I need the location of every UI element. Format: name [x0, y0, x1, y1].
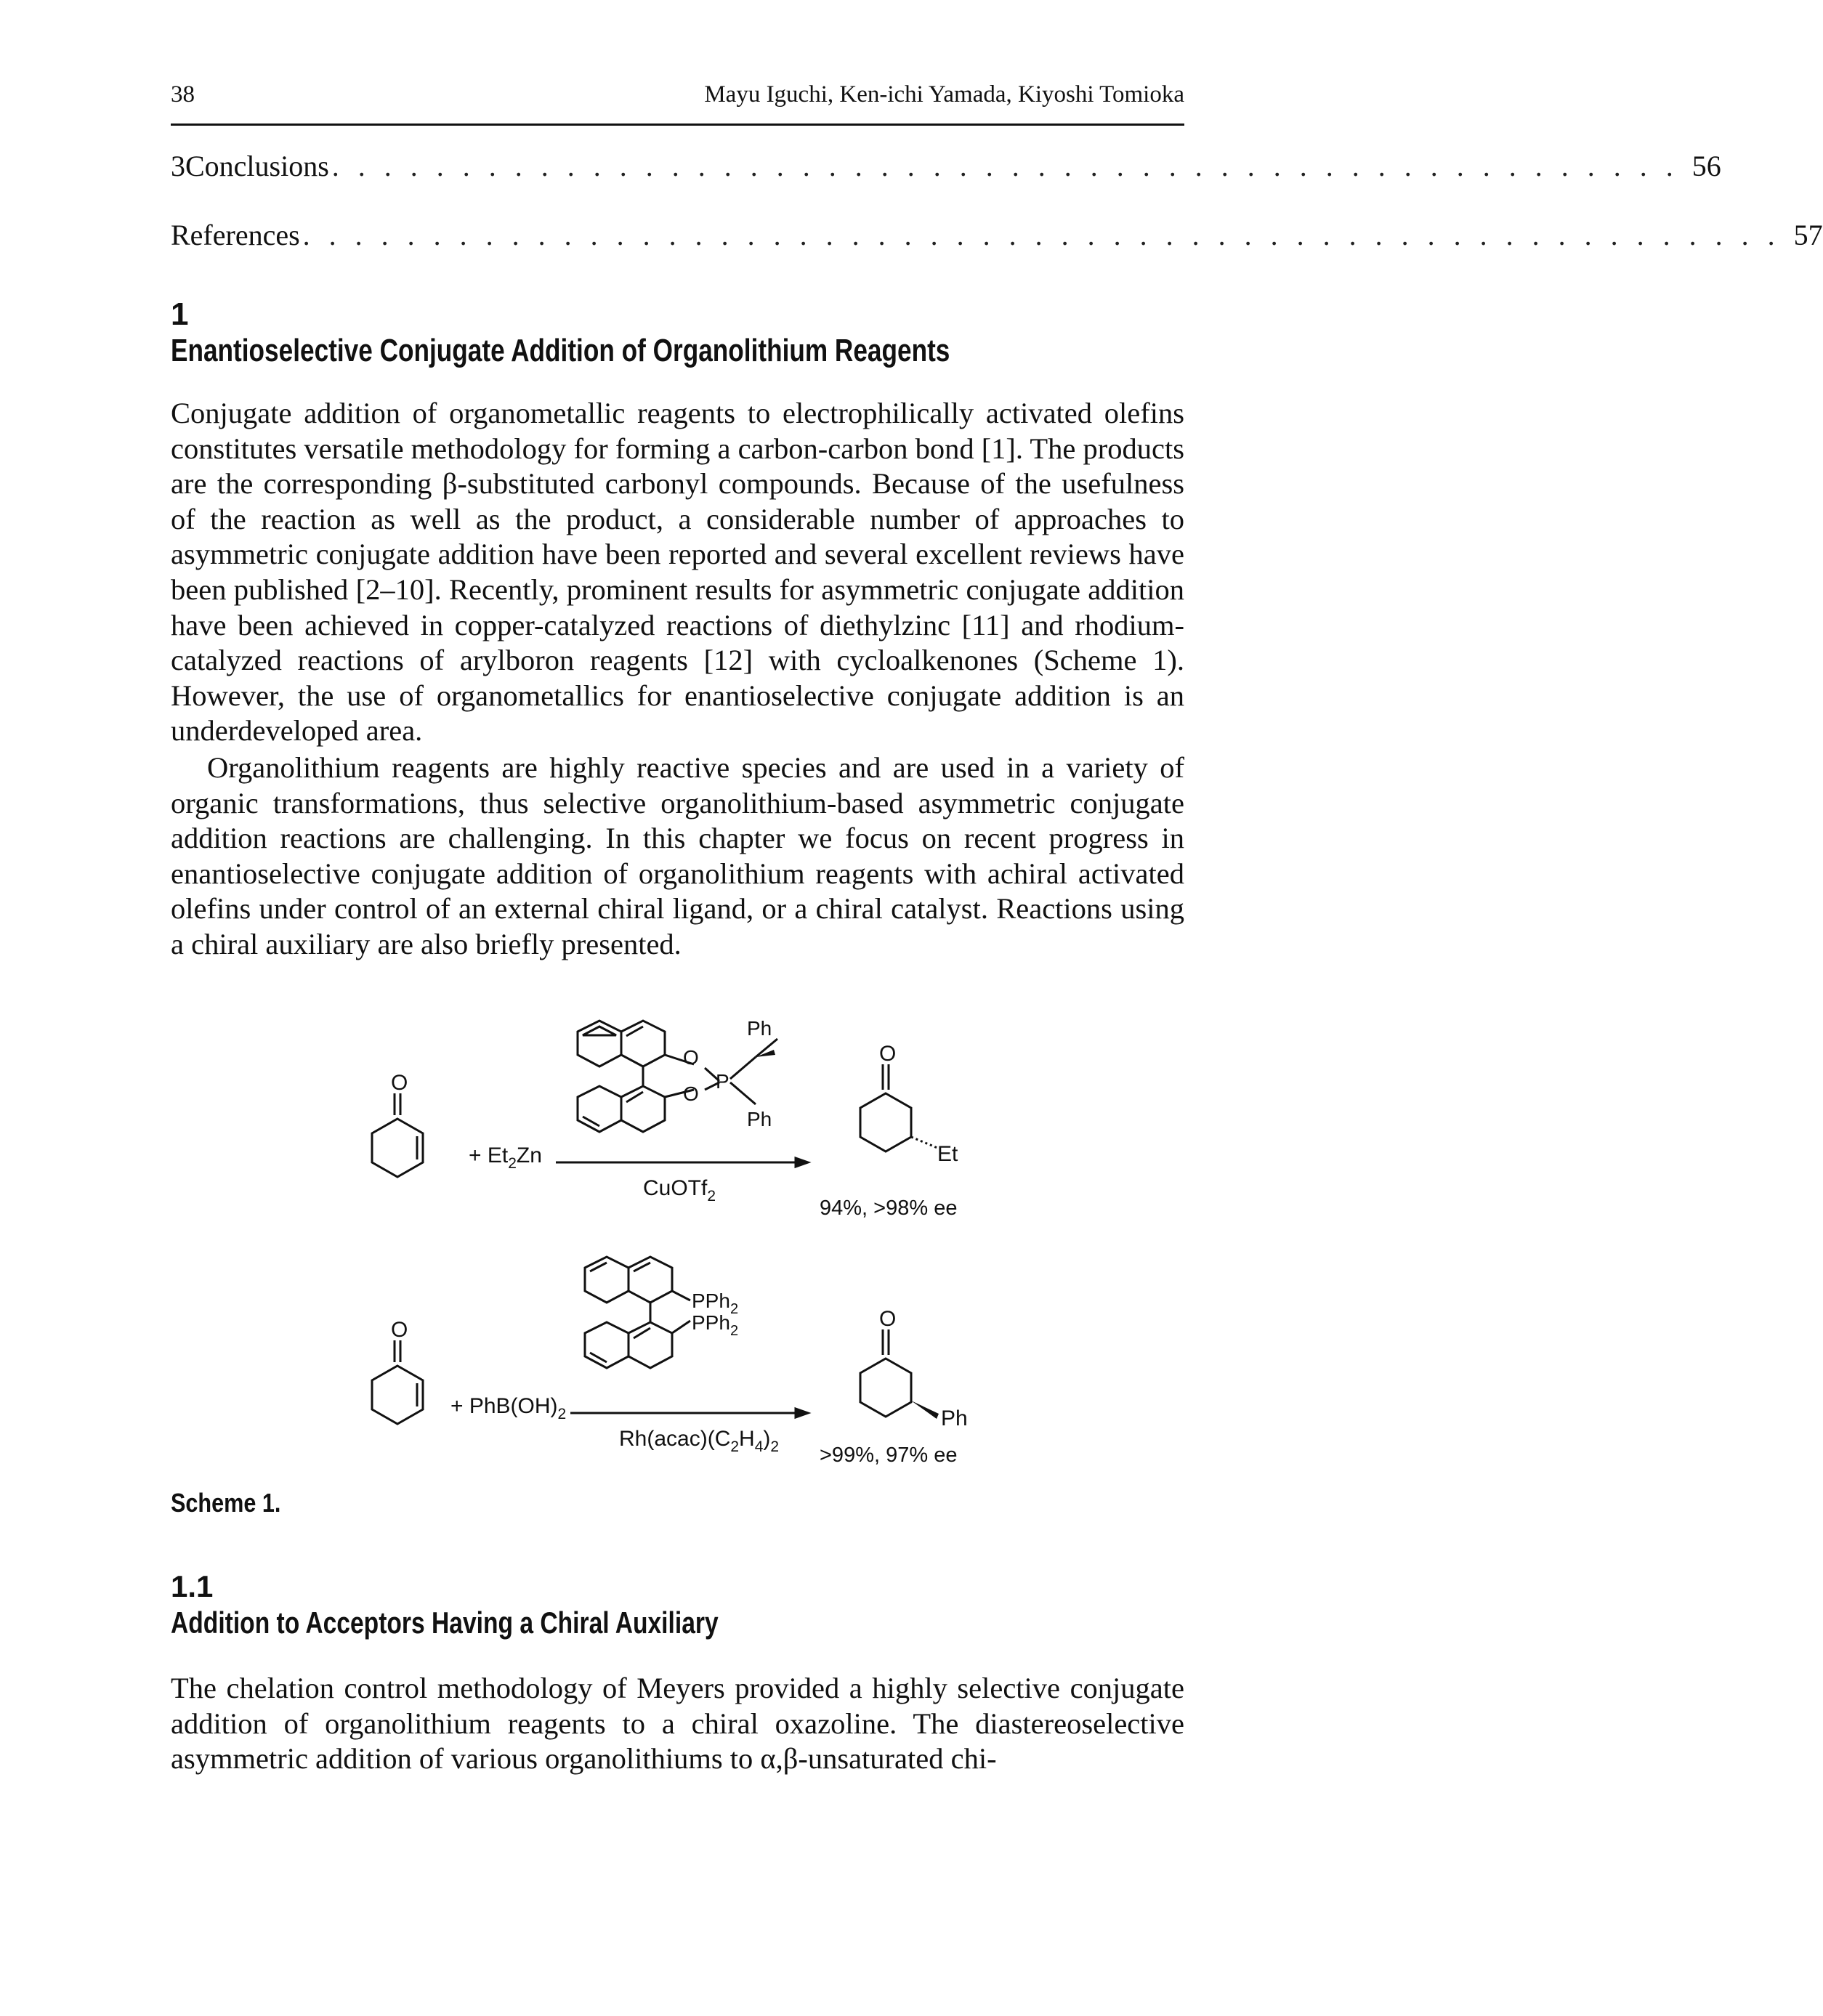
toc-entry-conclusions — [171, 149, 1721, 190]
toc-entry-page: 56 — [1691, 150, 1721, 182]
product-1-yield: 94%, >98% ee — [820, 1197, 958, 1220]
subsection-paragraph-1: The chelation control methodology of Meyers provided a highly selective conjugate addition of organolithium reagents to a chiral oxazoline. The diastereoselective asymmetric addition of various organolithiums to α,β-unsaturated chi- — [171, 1672, 1184, 1776]
ligand-phosphorus: P — [716, 1070, 729, 1093]
toc-entry-title: Conclusions — [185, 150, 329, 182]
ligand-pph2-top: PPh$_2$ — [692, 1290, 739, 1317]
wedge-bond — [911, 1401, 939, 1419]
section-paragraph-1: Conjugate addition of organometallic reagents to electrophilically activated olefins constitutes versatile methodology for forming a carbon-carbon bond [1]. The products are the corresponding β-substituted carbonyl compounds. Because of the usefulness of the reaction as well as the product, a considerable number of approaches to asymmetric conjugate addition have been reported and several excellent reviews have been published [2–10]. Recently, prominent results for asymmetric conjugate addition have been achieved in copper-catalyzed reactions of diethylzinc [11] and rhodium-catalyzed reactions of arylboron reagents [12] with cycloalkenones (Scheme 1). However, the use of organometallics for enantioselective conjugate addition is an underdeveloped area. — [171, 397, 1184, 748]
ligand-ph-bottom: Ph — [747, 1108, 772, 1130]
running-head-authors: Mayu Iguchi, Ken-ichi Yamada, Kiyoshi Tomioka — [704, 81, 1184, 108]
reagent-1: + $Et_2Zn$ — [469, 1143, 542, 1172]
scheme-1-figure — [320, 1010, 1046, 1518]
product-1-ring — [860, 1064, 937, 1151]
product-1-carbonyl-o: O — [879, 1042, 897, 1066]
section-number: 1 — [171, 296, 189, 332]
page-number: 38 — [171, 81, 195, 108]
subsection-number: 1.1 — [171, 1569, 214, 1603]
reactant-2-carbonyl-o: O — [391, 1318, 408, 1342]
product-1-group: Et — [937, 1142, 958, 1166]
subsection-title: Addition to Acceptors Having a Chiral Auxiliary — [171, 1606, 719, 1640]
toc-entry-references — [171, 218, 1823, 259]
ligand-pph2-bottom: PPh$_2$ — [692, 1311, 739, 1339]
ligand-ph-top: Ph — [747, 1017, 772, 1040]
toc-leader-dots: . . . . . . . . . . . . . . . . . . . . . . . . . . . . . . . . . . . . . . . . . . . . . . . . . . . . — [331, 150, 1679, 182]
catalyst-1: CuOTf$_2$ — [643, 1176, 716, 1205]
toc-entry-title: References — [171, 219, 300, 251]
cyclohexenone-2 — [372, 1340, 423, 1424]
toc-entry-page: 57 — [1793, 219, 1823, 251]
page-header — [171, 81, 1184, 126]
reactant-1-carbonyl-o: O — [391, 1071, 408, 1095]
scheme-1-drawing — [320, 1010, 1046, 1518]
toc-leader-dots: . . . . . . . . . . . . . . . . . . . . . . . . . . . . . . . . . . . . . . . . . . . . . . . . . . . . . . . . . — [302, 219, 1781, 251]
scheme-caption: Scheme 1. — [171, 1488, 281, 1518]
product-2-carbonyl-o: O — [879, 1307, 897, 1331]
toc-entry-number: 3 — [171, 150, 185, 182]
ligand-oxygen-2: O — [683, 1082, 699, 1105]
product-2-group: Ph — [941, 1406, 968, 1430]
product-2-yield: >99%, 97% ee — [820, 1444, 958, 1467]
binap-ligand — [585, 1257, 690, 1368]
reagent-2: + $PhB(OH)_2$ — [450, 1394, 567, 1422]
product-2-ring — [860, 1329, 911, 1417]
catalyst-2: $Rh(acac)(C_2H_4)_2$ — [619, 1427, 780, 1455]
cyclohexenone-1 — [372, 1093, 423, 1177]
section-paragraph-2: Organolithium reagents are highly reactive species and are used in a variety of organic transformations, thus selective organolithium-based asymmetric conjugate addition reactions are challenging. In this chapter we focus on recent progress in enantioselective conjugate addition of organolithium reagents with achiral activated olefins under control of an external chiral ligand, or a chiral catalyst. Reactions using a chiral auxiliary are also briefly presented. — [171, 751, 1184, 960]
ligand-oxygen-1: O — [683, 1046, 699, 1069]
section-title: Enantioselective Conjugate Addition of Organolithium Reagents — [171, 333, 950, 368]
